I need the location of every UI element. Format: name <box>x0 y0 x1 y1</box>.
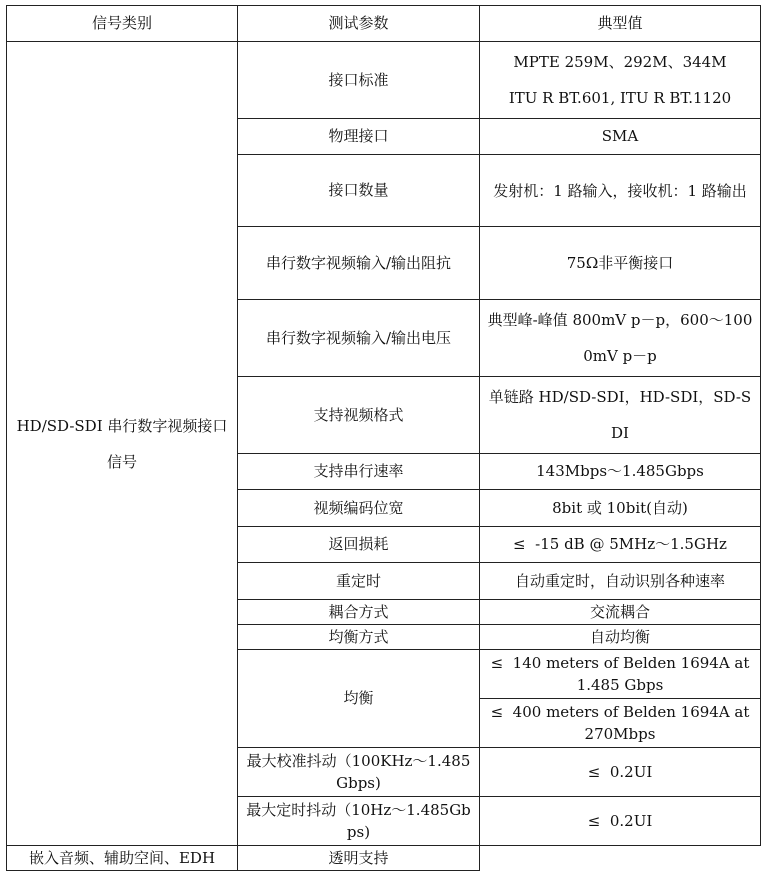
param-cell: 接口标准 <box>238 42 480 119</box>
value-cell: ≤ 0.2UI <box>480 797 761 846</box>
param-cell: 支持串行速率 <box>238 454 480 490</box>
table-row <box>7 42 761 119</box>
param-cell: 串行数字视频输入/输出阻抗 <box>238 227 480 300</box>
param-cell: 最大定时抖动（10Hz～1.485Gbps) <box>238 797 480 846</box>
value-cell: ≤ 140 meters of Belden 1694A at 1.485 Gbps <box>480 650 761 699</box>
param-cell: 支持视频格式 <box>238 377 480 454</box>
value-cell: ≤ 0.2UI <box>480 748 761 797</box>
category-cell: HD/SD-SDI 串行数字视频接口信号 <box>7 42 238 846</box>
param-cell: 接口数量 <box>238 155 480 227</box>
header-row <box>7 6 761 42</box>
param-cell: 最大校准抖动（100KHz～1.485Gbps) <box>238 748 480 797</box>
param-cell: 物理接口 <box>238 119 480 155</box>
value-cell: SMA <box>480 119 761 155</box>
value-cell: 自动重定时，自动识别各种速率 <box>480 563 761 600</box>
header-param: 测试参数 <box>238 6 480 42</box>
param-cell: 均衡 <box>238 650 480 748</box>
value-cell: 透明支持 <box>238 846 480 871</box>
value-cell: 发射机：1 路输入，接收机：1 路输出 <box>480 155 761 227</box>
value-cell: 典型峰-峰值 800mV p－p，600～1000mV p－p <box>480 300 761 377</box>
value-cell: 交流耦合 <box>480 600 761 625</box>
param-cell: 串行数字视频输入/输出电压 <box>238 300 480 377</box>
header-value: 典型值 <box>480 6 761 42</box>
value-cell: 8bit 或 10bit(自动) <box>480 490 761 527</box>
value-cell: 143Mbps～1.485Gbps <box>480 454 761 490</box>
param-cell: 重定时 <box>238 563 480 600</box>
param-cell: 视频编码位宽 <box>238 490 480 527</box>
value-cell: ≤ -15 dB @ 5MHz～1.5GHz <box>480 527 761 563</box>
table-row <box>7 846 761 871</box>
spec-table <box>6 5 761 871</box>
param-cell: 均衡方式 <box>238 625 480 650</box>
value-cell: 单链路 HD/SD-SDI，HD-SDI，SD-SDI <box>480 377 761 454</box>
header-category: 信号类别 <box>7 6 238 42</box>
param-cell: 返回损耗 <box>238 527 480 563</box>
value-line: ITU R BT.601, ITU R BT.1120 <box>508 89 732 107</box>
param-cell: 耦合方式 <box>238 600 480 625</box>
value-line: MPTE 259M、292M、344M <box>513 53 727 71</box>
value-cell: 75Ω非平衡接口 <box>480 227 761 300</box>
value-cell: 自动均衡 <box>480 625 761 650</box>
value-cell: ≤ 400 meters of Belden 1694A at 270Mbps <box>480 699 761 748</box>
value-cell <box>480 42 761 119</box>
param-cell: 嵌入音频、辅助空间、EDH <box>7 846 238 871</box>
